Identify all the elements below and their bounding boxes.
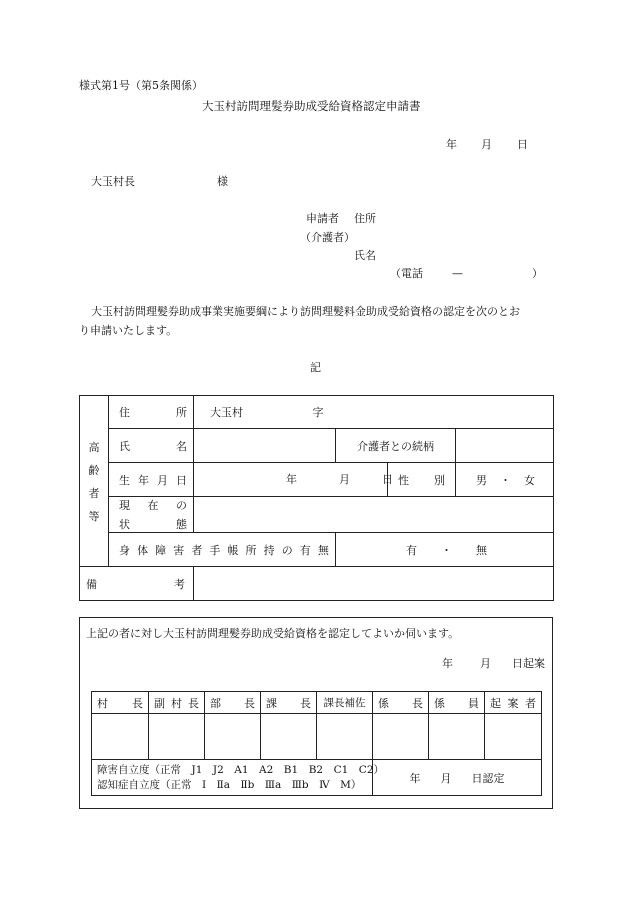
- label-char: 名: [176, 439, 187, 453]
- relation-value-cell[interactable]: [456, 429, 554, 463]
- label-char: 体: [137, 543, 149, 557]
- handbook-no-option[interactable]: 無: [476, 543, 487, 557]
- label-char: 無: [317, 543, 329, 557]
- label-char: 備: [86, 577, 97, 591]
- certify-date-cell[interactable]: [373, 760, 542, 796]
- stamp-cell[interactable]: [485, 714, 542, 760]
- addressee-honorific: 様: [217, 175, 228, 188]
- role-staff: [429, 692, 485, 714]
- label-char: 所: [176, 406, 187, 419]
- applicant-caregiver-label: （介護者）: [300, 231, 355, 244]
- label-char: 在: [147, 499, 159, 512]
- role-char: 長: [188, 696, 199, 710]
- elder-info-table: [79, 395, 554, 601]
- label-char: 帳: [227, 543, 239, 557]
- approval-section: [79, 617, 553, 809]
- role-chief: [373, 692, 429, 714]
- label-char: 住: [119, 406, 130, 419]
- label-char: 害: [173, 543, 185, 557]
- label-char: 態: [176, 518, 187, 531]
- handbook-separator: ・: [441, 543, 452, 557]
- name-label-cell: [109, 429, 194, 463]
- date-month-label: 月: [481, 138, 492, 151]
- role-char: 村: [171, 696, 182, 710]
- role-char: 部: [210, 696, 221, 710]
- role-char: 起: [490, 696, 501, 710]
- approval-statement: 上記の者に対し大玉村訪問理髪券助成受給資格を認定してよいか伺います。: [86, 627, 460, 640]
- draft-day-label: 日起案: [512, 657, 545, 670]
- certify-year-label: 年: [409, 771, 421, 785]
- stamp-cell[interactable]: [261, 714, 317, 760]
- applicant-label: 申請者: [306, 212, 339, 225]
- applicant-phone-open: （電話: [390, 267, 423, 280]
- stamp-cell[interactable]: [205, 714, 261, 760]
- label-char: 生: [119, 473, 130, 487]
- stamp-cell[interactable]: [317, 714, 373, 760]
- label-char: 別: [434, 473, 445, 487]
- body-text-line1: 大玉村訪問理髪券助成事業実施要綱により訪問理髪料金助成受給資格の認定を次のとお: [91, 305, 520, 318]
- disability-level: 障害自立度（正常 J1 J2 A1 A2 B1 B2 C1 C2）: [97, 764, 385, 777]
- independence-levels-cell: [92, 760, 385, 796]
- certify-month-label: 月: [440, 771, 452, 785]
- applicant-name-label: 氏名: [354, 249, 376, 262]
- handbook-label-cell: [109, 533, 336, 567]
- label-char: 考: [174, 577, 185, 591]
- group-char: 等: [88, 509, 100, 523]
- applicant-address-label: 住所: [354, 212, 376, 225]
- role-char: 村: [97, 696, 108, 710]
- sex-female-option[interactable]: 女: [524, 473, 535, 487]
- address-aza: 字: [312, 406, 324, 419]
- role-deputy-head: [149, 692, 205, 714]
- handbook-value-cell[interactable]: [336, 533, 554, 567]
- date-day-label: 日: [517, 138, 528, 151]
- role-char: 案: [507, 696, 519, 710]
- date-year-label: 年: [446, 138, 457, 151]
- label-char: 所: [245, 543, 257, 557]
- applicant-phone-close: ）: [532, 267, 543, 280]
- role-char: 長: [132, 696, 143, 710]
- address-prefix: 大玉村: [210, 406, 243, 419]
- role-department-head: [205, 692, 261, 714]
- approval-stamp-table: [91, 691, 542, 796]
- role-char: 係: [378, 696, 389, 710]
- sex-label-cell: [388, 463, 456, 497]
- label-char: 月: [157, 473, 168, 487]
- birth-day-label: 日: [382, 472, 393, 486]
- group-char: 齢: [88, 463, 100, 477]
- row-address: [80, 396, 554, 429]
- status-label-cell: [109, 497, 194, 533]
- birth-label-cell: [109, 463, 194, 497]
- relation-label-cell: [336, 429, 456, 463]
- role-char: 者: [525, 696, 536, 710]
- role-char: 係: [434, 696, 445, 710]
- row-handbook: [80, 533, 554, 567]
- label-char: 手: [209, 543, 221, 557]
- name-value-cell[interactable]: [194, 429, 336, 463]
- row-status: [80, 497, 554, 533]
- role-village-head: [92, 692, 149, 714]
- body-text-line2: り申請いたします。: [79, 324, 178, 337]
- addressee-name: 大玉村長: [91, 175, 135, 188]
- label-char: 氏: [119, 439, 130, 453]
- address-label-cell: [109, 396, 194, 429]
- label-char: 状: [119, 518, 130, 531]
- ki-label: 記: [310, 361, 321, 374]
- label-char: の: [281, 543, 293, 557]
- status-value-cell[interactable]: [194, 497, 554, 533]
- stamp-cell[interactable]: [373, 714, 429, 760]
- document-title: 大玉村訪問理髪券助成受給資格認定申請書: [202, 99, 421, 113]
- role-drafter: [485, 692, 542, 714]
- role-char: 副: [154, 696, 165, 710]
- form-number: 様式第1号（第5条関係）: [79, 79, 203, 92]
- role-char: 長: [412, 696, 423, 710]
- stamp-cell[interactable]: [429, 714, 485, 760]
- roles-row: [92, 692, 542, 714]
- role-char: 課: [266, 696, 277, 710]
- group-char: 者: [88, 486, 100, 500]
- independence-row: [92, 760, 542, 796]
- row-birth: [80, 463, 554, 497]
- row-remarks: [80, 567, 554, 601]
- role-section-head: [261, 692, 317, 714]
- role-assistant-head: [317, 692, 373, 714]
- role-char: 員: [468, 696, 479, 710]
- handbook-yes-option[interactable]: 有: [406, 543, 417, 557]
- elder-group-cell: [80, 396, 109, 567]
- label-char: 年: [138, 473, 149, 487]
- label-char: 者: [191, 543, 203, 557]
- label-char: 障: [155, 543, 167, 557]
- birth-year-label: 年: [286, 472, 297, 486]
- relation-label: 介護者との続柄: [357, 439, 434, 453]
- remarks-value-cell[interactable]: [194, 567, 554, 601]
- birth-month-label: 月: [339, 472, 350, 486]
- group-char: 高: [88, 440, 100, 454]
- label-char: 性: [398, 473, 409, 487]
- role-char: 課長補佐: [323, 697, 366, 709]
- certify-day-label: 日認定: [471, 771, 505, 785]
- label-char: 日: [176, 473, 187, 487]
- sex-value-cell[interactable]: [456, 463, 554, 497]
- sex-separator: ・: [500, 473, 511, 487]
- dementia-level: 認知症自立度（正常 Ⅰ Ⅱa Ⅱb Ⅲa Ⅲb Ⅳ M）: [97, 778, 362, 791]
- draft-year-label: 年: [442, 657, 453, 670]
- label-char: 身: [119, 543, 130, 557]
- address-value-cell[interactable]: [194, 396, 554, 429]
- label-char: 有: [299, 543, 311, 557]
- role-char: 長: [300, 696, 311, 710]
- stamps-row: [92, 714, 542, 760]
- stamp-cell[interactable]: [149, 714, 205, 760]
- remarks-label-cell: [80, 567, 194, 601]
- applicant-phone-dash: —: [452, 267, 463, 280]
- draft-month-label: 月: [480, 657, 491, 670]
- birth-value-cell[interactable]: [194, 463, 393, 497]
- label-char: の: [176, 499, 187, 512]
- role-char: 長: [244, 696, 255, 710]
- label-char: 持: [263, 543, 275, 557]
- sex-male-option[interactable]: 男: [476, 473, 487, 487]
- label-char: 現: [119, 499, 130, 512]
- stamp-cell[interactable]: [92, 714, 149, 760]
- row-name: [80, 429, 554, 463]
